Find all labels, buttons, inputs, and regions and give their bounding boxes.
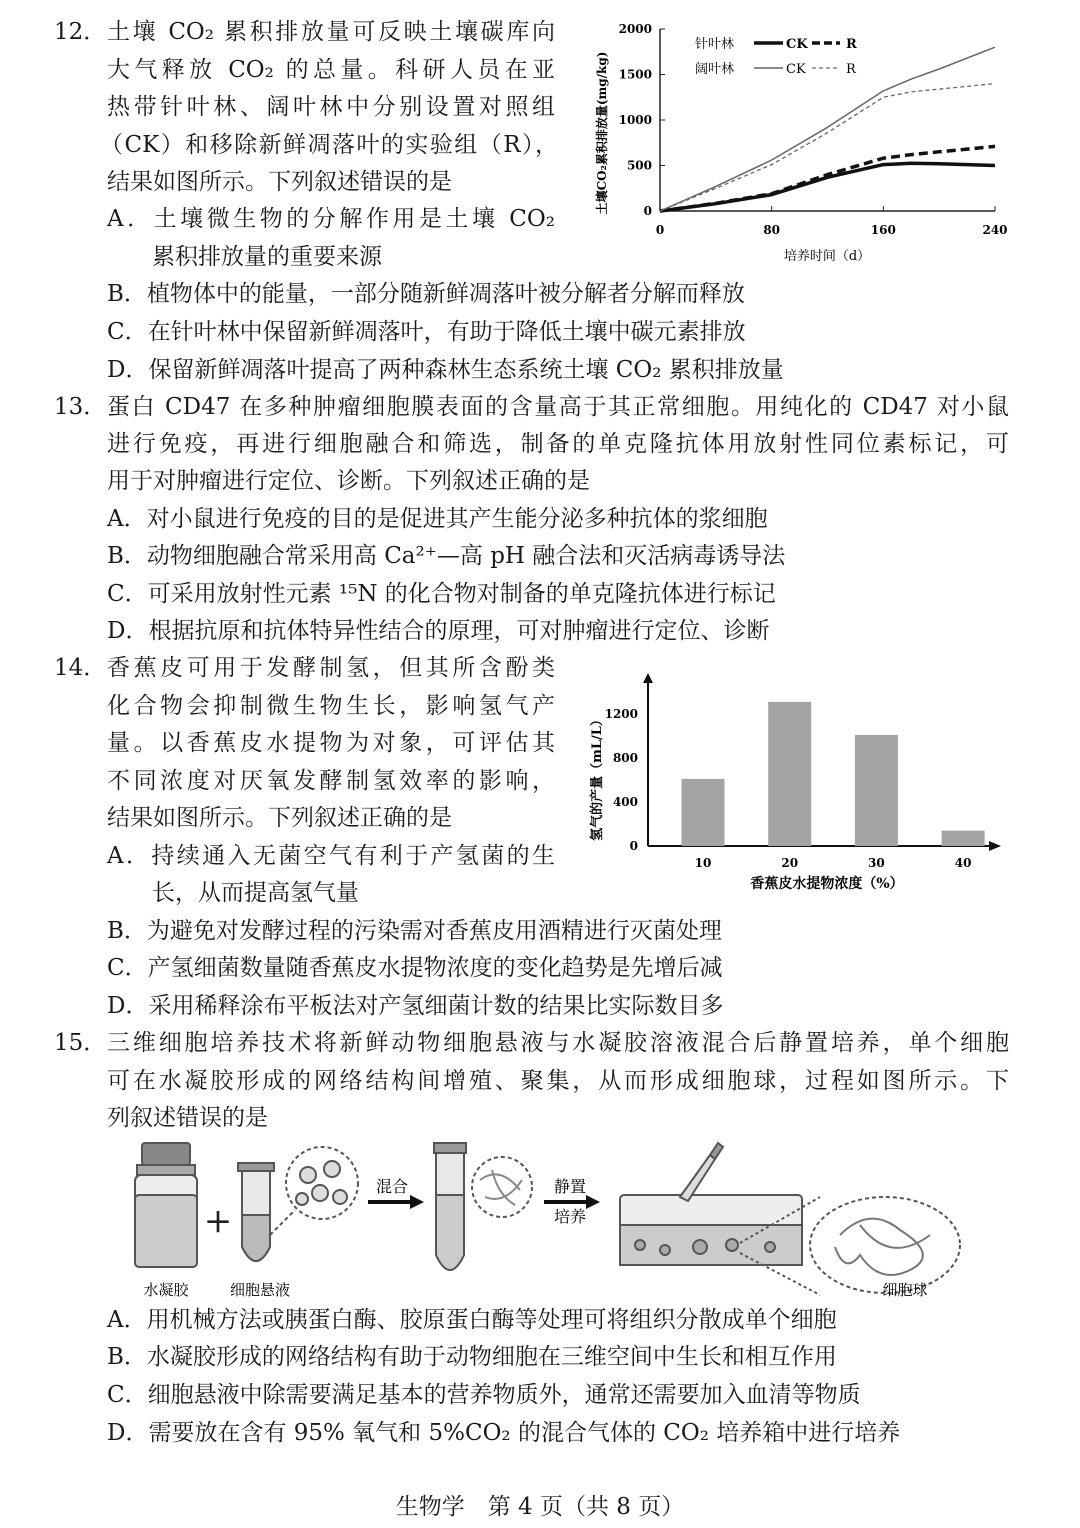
cell-culture-figure bbox=[120, 1135, 980, 1305]
q14-option-a: A．持续通入无菌空气有利于产氢菌的生 bbox=[107, 843, 555, 869]
q15-option-d: D．需要放在含有 95% 氧气和 5%CO₂ 的混合气体的 CO₂ 培养箱中进行培养 bbox=[107, 1420, 901, 1446]
q14-line: 不同浓度对厌氧发酵制氢效率的影响， bbox=[107, 768, 555, 794]
q13-option-a: A．对小鼠进行免疫的目的是促进其产生能分泌多种抗体的浆细胞 bbox=[107, 506, 768, 532]
bar bbox=[768, 702, 811, 846]
petri-dish-icon bbox=[620, 1143, 960, 1295]
x-tick-label: 240 bbox=[982, 223, 1008, 237]
q12-line: 结果如图所示。下列叙述错误的是 bbox=[107, 169, 452, 195]
x-axis-arrow bbox=[989, 841, 1001, 851]
hydrogel-label: 水凝胶 bbox=[143, 1281, 189, 1299]
y-axis-label: 土壤CO₂累积排放量(mg/kg) bbox=[595, 51, 609, 215]
q12-number: 12． bbox=[54, 19, 107, 45]
y-tick-label: 0 bbox=[629, 839, 638, 853]
series-line bbox=[660, 84, 995, 211]
q12-option-a: A．土壤微生物的分解作用是土壤 CO₂ bbox=[107, 206, 555, 232]
q15-line: 列叙述错误的是 bbox=[107, 1105, 268, 1131]
bar bbox=[682, 779, 725, 846]
q12-option-d: D．保留新鲜凋落叶提高了两种森林生态系统土壤 CO₂ 累积排放量 bbox=[107, 357, 784, 383]
y-tick-label: 800 bbox=[612, 751, 638, 765]
y-tick-label: 400 bbox=[612, 795, 638, 809]
q13-number: 13． bbox=[54, 394, 107, 420]
x-tick-label: 40 bbox=[954, 856, 972, 870]
x-tick-label: 0 bbox=[655, 223, 665, 237]
cell-suspension-label: 细胞悬液 bbox=[229, 1281, 291, 1299]
arrow-icon bbox=[368, 1195, 424, 1209]
q12-line: 土壤 CO₂ 累积排放量可反映土壤碳库向 bbox=[107, 19, 555, 45]
q14-number: 14． bbox=[54, 655, 107, 681]
hydrogen-bar-chart bbox=[585, 665, 1005, 895]
q15-line: 可在水凝胶形成的网络结构间增殖、聚集，从而形成细胞球，过程如图所示。下 bbox=[107, 1068, 1009, 1094]
q15-option-a: A．用机械方法或胰蛋白酶、胶原蛋白酶等处理可将组织分散成单个细胞 bbox=[107, 1307, 837, 1333]
static-label: 静置 bbox=[553, 1177, 587, 1196]
plus-sign: + bbox=[203, 1201, 233, 1241]
q15-option-c: C．细胞悬液中除需要满足基本的营养物质外，通常还需要加入血清等物质 bbox=[107, 1382, 861, 1408]
legend-label: 阔叶林 bbox=[695, 62, 735, 77]
bar bbox=[942, 831, 985, 846]
mixed-tube-icon bbox=[434, 1143, 532, 1270]
q14-option-a-cont: 长，从而提高氢气量 bbox=[152, 880, 359, 906]
q14-line: 香蕉皮可用于发酵制氢，但其所含酚类 bbox=[107, 655, 555, 681]
q12-option-b: B．植物体中的能量，一部分随新鲜凋落叶被分解者分解而释放 bbox=[107, 281, 745, 307]
bar bbox=[855, 735, 898, 846]
x-axis-label: 培养时间（d） bbox=[783, 249, 871, 264]
q14-option-c: C．产氢细菌数量随香蕉皮水提物浓度的变化趋势是先增后减 bbox=[107, 955, 723, 981]
y-tick-label: 1200 bbox=[604, 707, 638, 721]
q14-option-d: D．采用稀释涂布平板法对产氢细菌计数的结果比实际数目多 bbox=[107, 993, 724, 1019]
q14-line: 化合物会抑制微生物生长，影响氢气产 bbox=[107, 693, 555, 719]
q15-number: 15． bbox=[54, 1030, 107, 1056]
legend-label: R bbox=[846, 37, 857, 52]
y-tick-label: 1000 bbox=[618, 113, 652, 127]
culture-label: 培养 bbox=[553, 1207, 587, 1226]
q13-line: 用于对肿瘤进行定位、诊断。下列叙述正确的是 bbox=[107, 468, 590, 494]
y-tick-label: 2000 bbox=[618, 22, 652, 36]
legend-label: R bbox=[846, 62, 856, 77]
legend-label: CK bbox=[786, 62, 806, 77]
q13-line: 蛋白 CD47 在多种肿瘤细胞膜表面的含量高于其正常细胞。用纯化的 CD47 对小鼠 bbox=[107, 394, 1009, 420]
q13-option-d: D．根据抗原和抗体特异性结合的原理，可对肿瘤进行定位、诊断 bbox=[107, 618, 770, 644]
q12-line: 大气释放 CO₂ 的总量。科研人员在亚 bbox=[107, 57, 555, 83]
x-tick-label: 160 bbox=[870, 223, 896, 237]
q13-option-c: C．可采用放射性元素 ¹⁵N 的化合物对制备的单克隆抗体进行标记 bbox=[107, 581, 776, 607]
q15-line: 三维细胞培养技术将新鲜动物细胞悬液与水凝胶溶液混合后静置培养，单个细胞 bbox=[107, 1030, 1009, 1056]
legend-label: CK bbox=[786, 37, 808, 52]
hydrogel-bottle-icon bbox=[135, 1143, 197, 1267]
spheroid-label: 细胞球 bbox=[882, 1281, 928, 1299]
mix-label: 混合 bbox=[375, 1177, 409, 1196]
y-axis-label: 氢气的产量（mL/L） bbox=[590, 713, 605, 841]
q14-line: 结果如图所示。下列叙述正确的是 bbox=[107, 805, 452, 831]
legend-label: 针叶林 bbox=[695, 37, 735, 52]
q12-line: 热带针叶林、阔叶林中分别设置对照组 bbox=[107, 94, 555, 120]
y-axis-arrow bbox=[643, 673, 653, 683]
q15-option-b: B．水凝胶形成的网络结构有助于动物细胞在三维空间中生长和相互作用 bbox=[107, 1344, 837, 1370]
x-tick-label: 30 bbox=[868, 856, 885, 870]
page-footer: 生物学 第 4 页（共 8 页） bbox=[395, 1494, 685, 1520]
x-tick-label: 80 bbox=[763, 223, 781, 237]
q12-line: （CK）和移除新鲜凋落叶的实验组（R）， bbox=[100, 132, 558, 158]
cell-suspension-tube-icon bbox=[238, 1147, 358, 1261]
q14-line: 量。以香蕉皮水提物为对象，可评估其 bbox=[107, 730, 555, 756]
x-axis-label: 香蕉皮水提物浓度（%） bbox=[750, 876, 904, 892]
q12-option-c: C．在针叶林中保留新鲜凋落叶，有助于降低土壤中碳元素排放 bbox=[107, 319, 746, 345]
q13-line: 进行免疫，再进行细胞融合和筛选，制备的单克隆抗体用放射性同位素标记，可 bbox=[107, 431, 1009, 457]
x-tick-label: 20 bbox=[781, 856, 799, 870]
x-tick-label: 10 bbox=[694, 856, 712, 870]
co2-line-chart bbox=[590, 15, 1010, 270]
y-tick-label: 1500 bbox=[618, 67, 652, 82]
q13-option-b: B．动物细胞融合常采用高 Ca²⁺—高 pH 融合法和灭活病毒诱导法 bbox=[107, 543, 786, 569]
y-tick-label: 500 bbox=[626, 158, 652, 173]
q12-option-a-cont: 累积排放量的重要来源 bbox=[152, 244, 382, 270]
q14-option-b: B．为避免对发酵过程的污染需对香蕉皮用酒精进行灭菌处理 bbox=[107, 918, 722, 944]
y-tick-label: 0 bbox=[643, 204, 652, 218]
